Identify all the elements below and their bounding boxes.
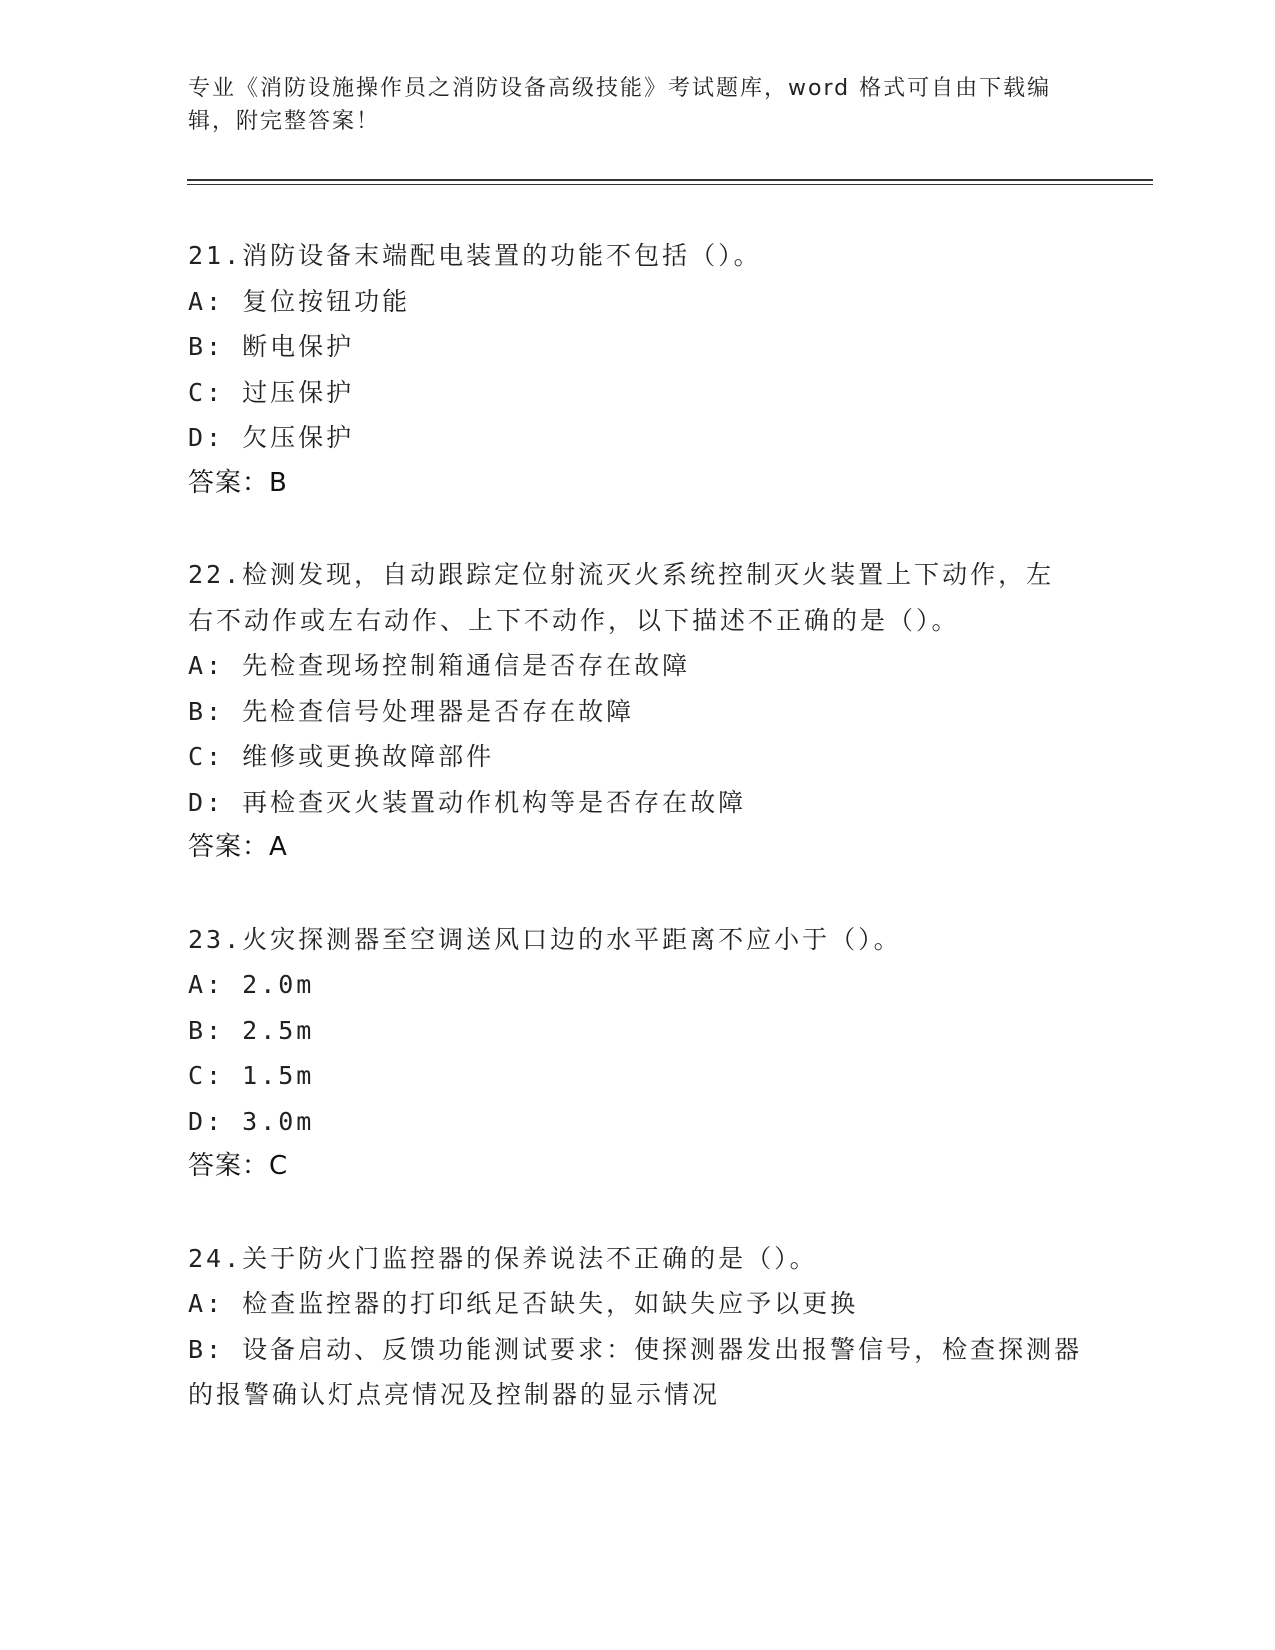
header-divider-thin	[187, 184, 1153, 185]
option-b: B: 先检查信号处理器是否存在故障	[188, 696, 635, 726]
question-24	[188, 1236, 1088, 1418]
option-d: D: 再检查灭火装置动作机构等是否存在故障	[188, 787, 747, 817]
question-stem: 22.检测发现，自动跟踪定位射流灭火系统控制灭火装置上下动作，左右不动作或左右动作、上下不动作，以下描述不正确的是（）。	[188, 560, 1055, 635]
option-a: A: 先检查现场控制箱通信是否存在故障	[188, 651, 691, 680]
option-b: B: 设备启动、反馈功能测试要求：使探测器发出报警信号，检查探测器的报警确认灯点亮情况及控制器的显示情况	[188, 1334, 1083, 1409]
question-stem: 24.关于防火门监控器的保养说法不正确的是（）。	[188, 1243, 818, 1273]
question-23	[188, 917, 1088, 1190]
option-a: A: 2.0m	[188, 970, 315, 999]
header-divider	[187, 179, 1153, 181]
option-c: C: 1.5m	[188, 1061, 315, 1090]
option-c: C: 过压保护	[188, 377, 355, 407]
option-a: A: 复位按钮功能	[188, 286, 411, 316]
option-a: A: 检查监控器的打印纸足否缺失，如缺失应予以更换	[188, 1289, 859, 1318]
option-d: D: 3.0m	[188, 1106, 315, 1136]
question-list	[188, 233, 1088, 1464]
option-b: B: 断电保护	[188, 332, 355, 361]
option-d: D: 欠压保护	[188, 423, 355, 452]
answer-line: 答案：B	[188, 467, 288, 498]
option-b: B: 2.5m	[188, 1015, 315, 1045]
answer-line: 答案：A	[188, 832, 288, 862]
question-stem: 23.火灾探测器至空调送风口边的水平距离不应小于（）。	[188, 924, 902, 954]
question-22	[188, 552, 1088, 871]
question-21	[188, 233, 1088, 506]
document-header: 专业《消防设施操作员之消防设备高级技能》考试题库，word 格式可自由下载编辑，附完整答案！	[188, 76, 1052, 134]
question-stem: 21.消防设备末端配电装置的功能不包括（）。	[188, 241, 762, 270]
answer-line: 答案：C	[188, 1151, 289, 1181]
option-c: C: 维修或更换故障部件	[188, 742, 495, 771]
